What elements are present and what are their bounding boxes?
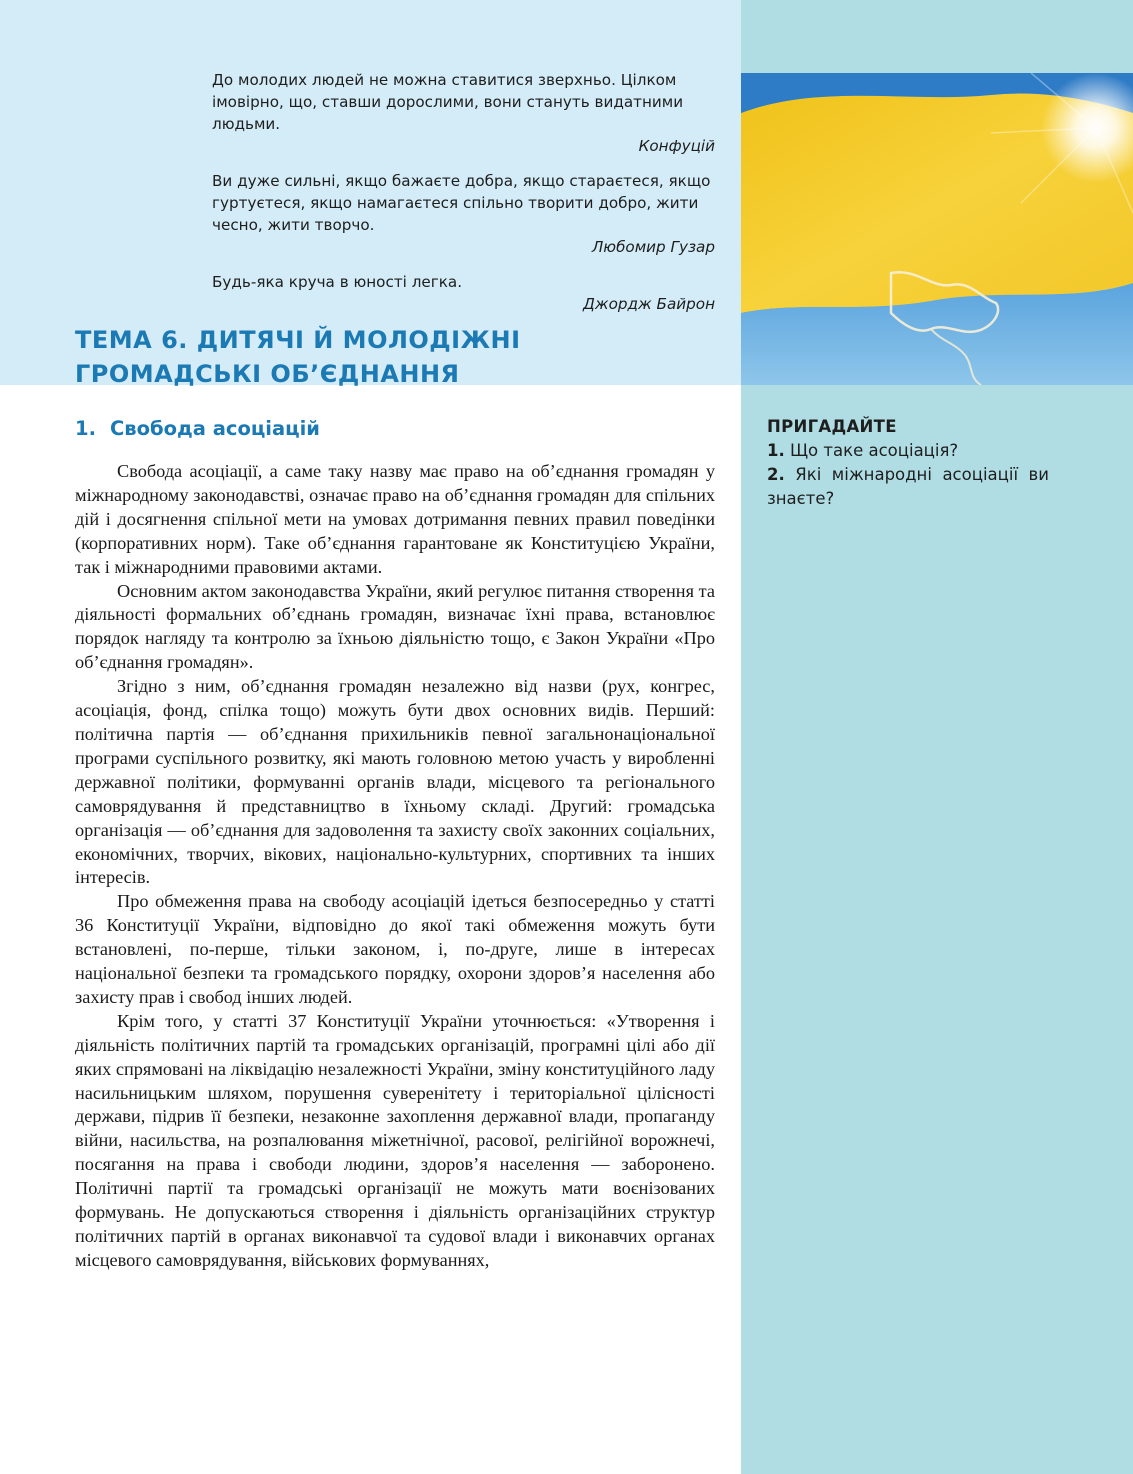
topic-title-line2: ГРОМАДСЬКІ ОБ’ЄДНАННЯ [75, 360, 460, 388]
epigraph-quotes [212, 69, 715, 315]
recall-item [767, 463, 1049, 511]
paragraph: Крім того, у статті 37 Конституції України уточнюється: «Утворення і діяльність політичних партій та громадських організацій, програмні цілі або дії яких спрямовані на ліквідацію незалежності України, зміну конституційного ладу насильницьким шляхом, порушення суверенітету і територіальної цілісності держави, підрив її безпеки, незаконне захоплення державної влади, пропаганду війни, насильства, на розпалювання міжетнічної, расової, релігійної ворожнечі, посягання на права і свободи людини, здоров’я населення — заборонено. Політичні партії та громадські організації не можуть мати воєнізованих формувань. Не допускаються створення і діяльність організаційних структур політичних партій в органах виконавчої та судової влади і виконавчих органах місцевого самоврядування, військових формуваннях, [75, 1010, 715, 1270]
quote-text: До молодих людей не можна ставитися зверхньо. Цілком імовірно, що, ставши дорослими, вони стануть видатними людьми. [212, 71, 684, 133]
recall-item [767, 439, 1049, 463]
paragraph: Згідно з ним, об’єднання громадян незалежно від назви (рух, конгрес, асоціація, фонд, спілка тощо) можуть бути двох основних видів. Перший: політична партія — об’єднання прихильників певної загальнонаціональної програми суспільного розвитку, які мають головною метою участь у виробленні державної політики, формуванні органів влади, місцевого та регіонального самоврядування й представництво в їхньому складі. Другий: громадська організація — об’єднання для задоволення та захисту своїх законних соціальних, економічних, творчих, вікових, національно-культурних, спортивних та інших інтересів. [75, 676, 715, 888]
ukraine-flag-image [741, 73, 1133, 385]
topic-title-line1: ТЕМА 6. ДИТЯЧІ Й МОЛОДІЖНІ [75, 326, 521, 354]
recall-item-number: 1. [767, 441, 785, 460]
quote-text: Будь-яка круча в юності легка. [212, 273, 463, 291]
quote-author: Конфуцій [638, 137, 715, 155]
paragraph: Свобода асоціації, а саме таку назву має право на об’єднання громадян у міжнародному законодавстві, означає право на об’єднання громадян для спільних дій і досягнення спільної мети на умовах дотримання певних правил поведінки (корпоративних норм). Таке об’єднання гарантоване як Конституцією України, так і міжнародними правовими актами. [75, 461, 715, 577]
quote-author: Джордж Байрон [583, 295, 715, 313]
paragraph: Про обмеження права на свободу асоціацій ідеться безпосередньо у статті 36 Конституції України, відповідно до якої такі обмеження можуть бути встановлені, по-перше, тільки законом, і, по-друге, лише в інтересах національної безпеки та громадського порядку, охорони здоров’я населення або захисту прав і свобод інших людей. [75, 891, 715, 1007]
recall-title: ПРИГАДАЙТЕ [767, 417, 897, 436]
paragraph: Основним актом законодавства України, який регулює питання створення та діяльності формальних об’єднань громадян, визначає їхні права, встановлює порядок нагляду та контролю за їхньою діяльністю тощо, є Закон України «Про об’єднання громадян». [75, 580, 715, 673]
section-number: 1. [75, 417, 96, 440]
section-heading [75, 417, 320, 440]
recall-box [767, 415, 1049, 511]
recall-item-text: Які міжнародні асоціації ви знаєте? [767, 465, 1049, 508]
quote-text: Ви дуже сильні, якщо бажаєте добра, якщо стараєтеся, якщо гуртуєтеся, якщо намагаєтеся спільно творити добро, жити чесно, жити творчо. [212, 172, 711, 234]
recall-item-text: Що таке асоціація? [790, 441, 959, 460]
body-text [75, 460, 715, 1273]
section-title: Свобода асоціацій [109, 417, 320, 440]
topic-title [75, 323, 715, 391]
quote-author: Любомир Гузар [591, 238, 715, 256]
recall-item-number: 2. [767, 465, 785, 484]
